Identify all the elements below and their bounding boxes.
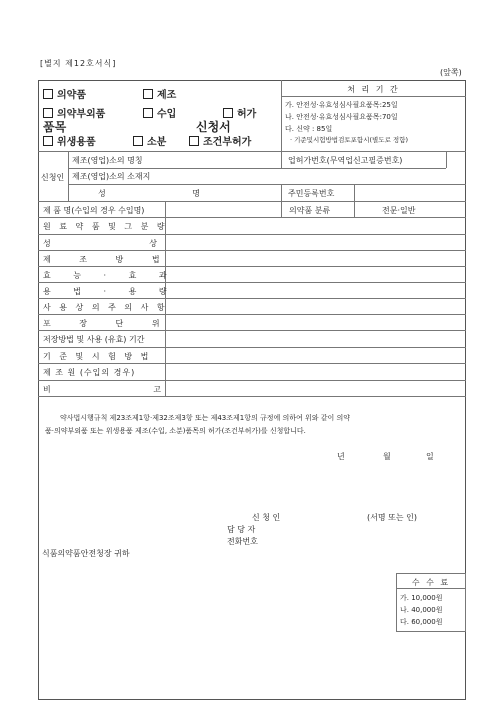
col-line [446, 151, 447, 168]
col-line [281, 151, 282, 168]
row-line [68, 168, 446, 169]
processing-title: 처 리 기 간 [347, 85, 400, 94]
row-line [38, 282, 466, 283]
date-month: 월 [383, 452, 391, 461]
row-line [38, 298, 466, 299]
row-method: 제 조 방 법 [43, 255, 160, 264]
col-line [281, 184, 282, 217]
option-conditional-permit[interactable]: 조건부허가 [189, 133, 251, 148]
fee-line [396, 588, 466, 589]
fee-item-b: 나. 40,000원 [400, 606, 443, 614]
checkbox-subdivision[interactable] [133, 136, 143, 146]
processing-note: · 기준및시험방법검토포함시(별도로 정함) [290, 136, 409, 144]
row-line [38, 347, 466, 348]
checkbox-import[interactable] [143, 108, 153, 118]
row-packaging: 포 장 단 위 [43, 319, 160, 328]
name-label: 성 명 [98, 189, 242, 198]
business-name-label: 제조(영업)소의 명칭 [72, 156, 143, 165]
application-title: 신청서 [196, 120, 231, 134]
option-sanitary[interactable]: 위생용품 [43, 133, 96, 148]
product-class-value: 전문·일반 [382, 206, 416, 215]
col-line [354, 184, 355, 201]
fee-item-c: 다. 60,000원 [400, 618, 443, 626]
row-storage: 저장방법 및 사용 (유효) 기간 [43, 335, 145, 344]
option-medicine[interactable]: 의약품 [43, 86, 86, 101]
row-test-method: 기 준 및 시 험 방 법 [43, 352, 152, 361]
row-line [38, 380, 466, 381]
page-side-label: (앞쪽) [440, 68, 462, 77]
col-line [68, 151, 69, 201]
applicant-label: 신청인 [41, 173, 65, 182]
resident-no-label: 주민등록번호 [288, 189, 335, 198]
row-ingredients: 원 료 약 품 및 그 분 량 [43, 222, 168, 231]
date-day: 일 [426, 452, 434, 461]
row-line [38, 396, 466, 397]
contact-person-label: 담 당 자 [227, 525, 256, 534]
row-line [38, 363, 466, 364]
row-precautions: 사 용 상 의 주 의 사 항 [43, 303, 168, 312]
product-class-label: 의약품 분류 [289, 206, 331, 215]
business-address-label: 제조(영업)소의 소재지 [72, 172, 151, 181]
row-line [38, 330, 466, 331]
row-manufacturer: 제 조 원 (수입의 경우) [43, 368, 136, 377]
option-import[interactable]: 수입 [143, 105, 176, 120]
row-line [38, 250, 466, 251]
row-line [68, 184, 466, 185]
option-manufacture[interactable]: 제조 [143, 86, 176, 101]
checkbox-permit[interactable] [223, 108, 233, 118]
processing-line-c: 다. 신약 : 85일 [285, 125, 333, 133]
fee-item-a: 가. 10,000원 [400, 594, 443, 602]
checkbox-conditional-permit[interactable] [189, 136, 199, 146]
statement-line-2: 품·의약부외품 또는 위생용품 제조(수입, 소분)품목의 허가(조건부허가)를 신청합니다. [45, 427, 306, 435]
processing-title-line [281, 96, 466, 97]
checkbox-manufacture[interactable] [143, 89, 153, 99]
statement-line-1: 약사법시행규칙 제23조제1항·제32조제3항 또는 제43조제1항의 규정에 의하여 위와 같이 의약 [60, 414, 351, 422]
row-line [38, 234, 466, 235]
date-year: 년 [337, 452, 345, 461]
col-line [354, 201, 355, 217]
row-line [38, 151, 466, 152]
recipient-label: 식품의약품안전청장 귀하 [42, 549, 130, 558]
license-no-label: 업허가번호(무역업신고필증번호) [288, 156, 403, 165]
row-remarks: 비 고 [43, 385, 161, 394]
checkbox-medicine[interactable] [43, 89, 53, 99]
row-line [38, 201, 466, 202]
option-quasi-drug[interactable]: 의약부외품 [43, 105, 105, 120]
item-label: 품목 [43, 120, 67, 134]
applicant-signature-label: 신 청 인 [252, 513, 281, 522]
form-number: [별지 제12호서식] [40, 59, 117, 68]
processing-line-b: 나. 안전성·유효성심사필요품목:70일 [285, 113, 398, 121]
fee-title: 수 수 료 [411, 578, 451, 587]
row-line [38, 266, 466, 267]
product-name-label: 제 품 명(수입의 경우 수입명) [43, 206, 145, 215]
signature-seal-label: (서명 또는 인) [367, 513, 417, 522]
row-appearance: 성 상 [43, 239, 157, 248]
row-line [38, 314, 466, 315]
checkbox-quasi-drug[interactable] [43, 108, 53, 118]
phone-label: 전화번호 [227, 537, 258, 546]
option-permit[interactable]: 허가 [223, 105, 256, 120]
checkbox-sanitary[interactable] [43, 136, 53, 146]
row-efficacy: 효 능 · 효 과 [43, 271, 167, 280]
option-subdivision[interactable]: 소분 [133, 133, 166, 148]
row-line [38, 217, 466, 218]
row-dosage: 용 법 · 용 량 [43, 287, 167, 296]
processing-line-a: 가. 안전성·유효성심사필요품목:25일 [285, 101, 398, 109]
